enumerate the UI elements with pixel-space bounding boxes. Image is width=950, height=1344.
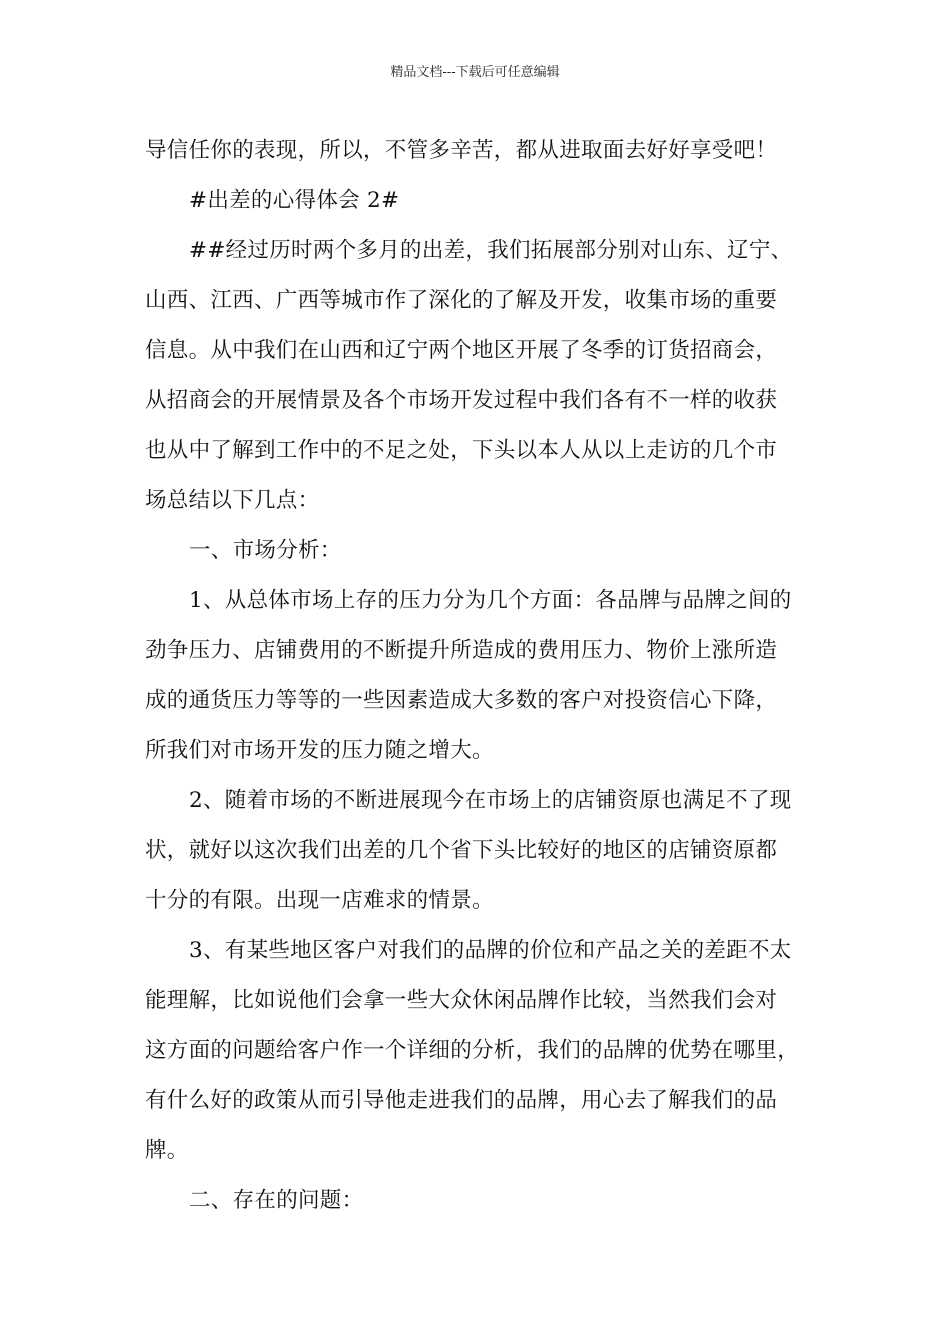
paragraph-line: 牌。: [145, 1138, 189, 1163]
paragraph-line: 3、有某些地区客户对我们的品牌的价位和产品之关的差距不太: [189, 938, 792, 963]
section-heading: #出差的心得体会 2#: [189, 188, 400, 213]
paragraph-line: 场总结以下几点：: [145, 488, 320, 513]
paragraph-line: ##经过历时两个多月的出差，我们拓展部分别对山东、辽宁、: [189, 238, 793, 263]
paragraph-line: 十分的有限。出现一店难求的情景。: [145, 888, 494, 913]
section-heading: 二、存在的问题：: [189, 1188, 364, 1213]
paragraph-line: 信息。从中我们在山西和辽宁两个地区开展了冬季的订货招商会，: [145, 338, 778, 363]
paragraph-line: 从招商会的开展情景及各个市场开发过程中我们各有不一样的收获: [145, 388, 778, 413]
page-header: 精品文档---下载后可任意编辑: [390, 65, 560, 80]
paragraph-line: 也从中了解到工作中的不足之处，下头以本人从以上走访的几个市: [145, 438, 778, 463]
paragraph-line: 导信任你的表现，所以，不管多辛苦，都从进取面去好好享受吧！: [145, 138, 778, 163]
paragraph-line: 能理解，比如说他们会拿一些大众休闲品牌作比较，当然我们会对: [145, 988, 778, 1013]
paragraph-line: 2、随着市场的不断进展现今在市场上的店铺资原也满足不了现: [189, 788, 792, 813]
paragraph-line: 状，就好以这次我们出差的几个省下头比较好的地区的店铺资原都: [145, 838, 778, 863]
paragraph-line: 有什么好的政策从而引导他走进我们的品牌，用心去了解我们的品: [145, 1088, 778, 1113]
document-body: [145, 126, 815, 1226]
section-heading: 一、市场分析：: [189, 538, 342, 563]
paragraph-line: 劲争压力、店铺费用的不断提升所造成的费用压力、物价上涨所造: [145, 638, 778, 663]
paragraph-line: 山西、江西、广西等城市作了深化的了解及开发，收集市场的重要: [145, 288, 778, 313]
paragraph-line: 成的通货压力等等的一些因素造成大多数的客户对投资信心下降，: [145, 688, 778, 713]
paragraph-line: 所我们对市场开发的压力随之增大。: [145, 738, 494, 763]
paragraph-line: 1、从总体市场上存的压力分为几个方面：各品牌与品牌之间的: [189, 588, 792, 613]
paragraph-line: 这方面的问题给客户作一个详细的分析，我们的品牌的优势在哪里，: [145, 1038, 800, 1063]
